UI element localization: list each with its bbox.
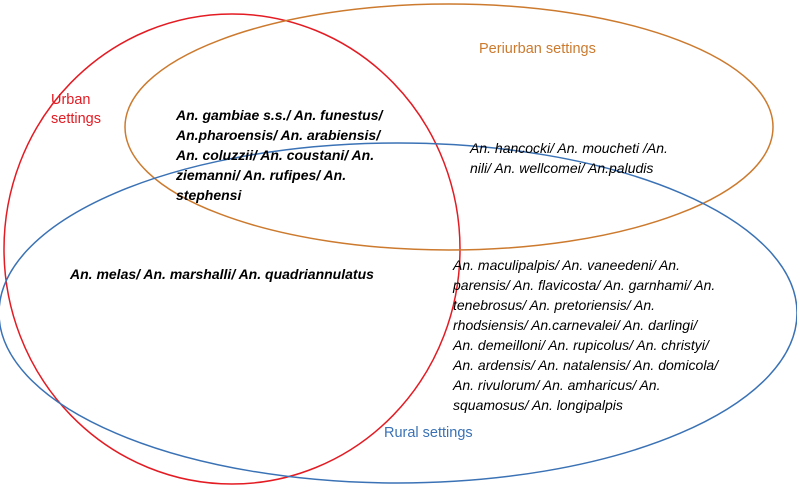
periurban-settings-label: Periurban settings (479, 41, 596, 57)
rural-settings-label: Rural settings (384, 425, 473, 441)
species-periurban-rural: An. hancocki/ An. moucheti /An. nili/ An. wellcomei/ An.paludis (470, 140, 668, 176)
urban-settings-label: Urban settings (51, 92, 101, 127)
urban-circle (4, 14, 460, 484)
species-rural-only: An. maculipalpis/ An. vaneedeni/ An. parensis/ An. flavicosta/ An. garnhami/ An. tenebrosus/ An. pretoriensis/ An. rhodsiensis/ An.carnevalei/ An. darlingi/ An. demeilloni/ An. rupicolus/ An. christyi/ An. ardensis/ An. natalensis/ An. domicola/ An. rivulorum/ An. amharicus/ An. squamosus/ An. longipalpis (453, 257, 719, 413)
species-all-three: An. gambiae s.s./ An. funestus/ An.pharoensis/ An. arabiensis/ An. coluzzii/ An. coustani/ An. ziemanni/ An. rufipes/ An. stephensi (176, 107, 383, 203)
species-urban-rural: An. melas/ An. marshalli/ An. quadriannulatus (70, 266, 374, 282)
